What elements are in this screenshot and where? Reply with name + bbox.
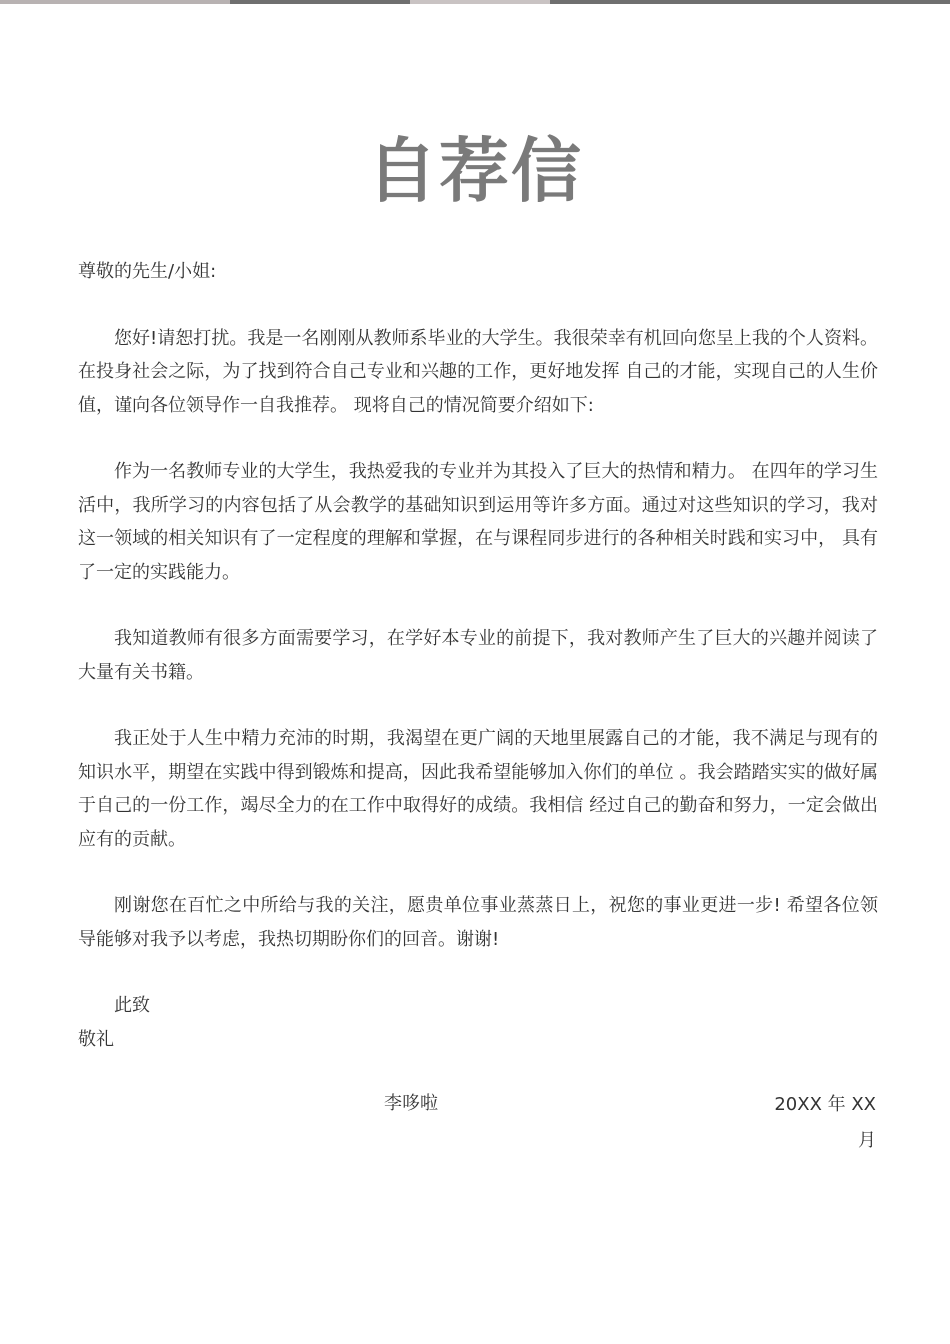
closing-line-2: 敬礼: [78, 1028, 114, 1050]
signature-date: 20XX 年 XX 月: [774, 1094, 876, 1151]
letter-title: 自荐信: [367, 129, 583, 212]
top-image-strip: [0, 0, 950, 4]
letter-greeting: 尊敬的先生/小姐:: [78, 261, 217, 282]
top-strip-segment: [0, 0, 230, 4]
closing-line-1: 此致: [114, 995, 150, 1016]
top-strip-segment: [410, 0, 550, 4]
letter-paragraph: 刚谢您在百忙之中所给与我的关注，愿贵单位事业蒸蒸日上，祝您的事业更进一步! 希望各位领导能够对我予以考虑，我热切期盼你们的回音。谢谢!: [78, 895, 878, 950]
letter-body: [78, 255, 878, 1056]
letter-paragraph: 我正处于人生中精力充沛的时期，我渴望在更广阔的天地里展露自己的才能，我不满足与现有的知识水平，期望在实践中得到锻炼和提高，因此我希望能够加入你们的单位 。我会踏踏实实的做好属于自己的一份工作，竭尽全力的在工作中取得好的成绩。我相信 经过自己的勤奋和努力，一定会做出应有的贡献。: [78, 728, 878, 850]
letter-paragraph: 作为一名教师专业的大学生，我热爱我的专业并为其投入了巨大的热情和精力。 在四年的学习生活中，我所学习的内容包括了从会教学的基础知识到运用等许多方面。通过对这些知识的学习，我对这一领域的相关知识有了一定程度的理解和掌握，在与课程同步进行的各种相关时践和实习中， 具有了一定的实践能力。: [78, 461, 878, 583]
letter-paragraph: 我知道教师有很多方面需要学习，在学好本专业的前提下，我对教师产生了巨大的兴趣并阅读了大量有关书籍。: [78, 628, 878, 683]
letter-paragraph: 您好!请恕打扰。我是一名刚刚从教师系毕业的大学生。我很荣幸有机回向您呈上我的个人资料。在投身社会之际，为了找到符合自己专业和兴趣的工作，更好地发挥 自己的才能，实现自己的人生价值，谨向各位领导作一自我推荐。 现将自己的情况简要介绍如下:: [78, 327, 878, 416]
signature-name: 李哆啦: [384, 1093, 438, 1114]
